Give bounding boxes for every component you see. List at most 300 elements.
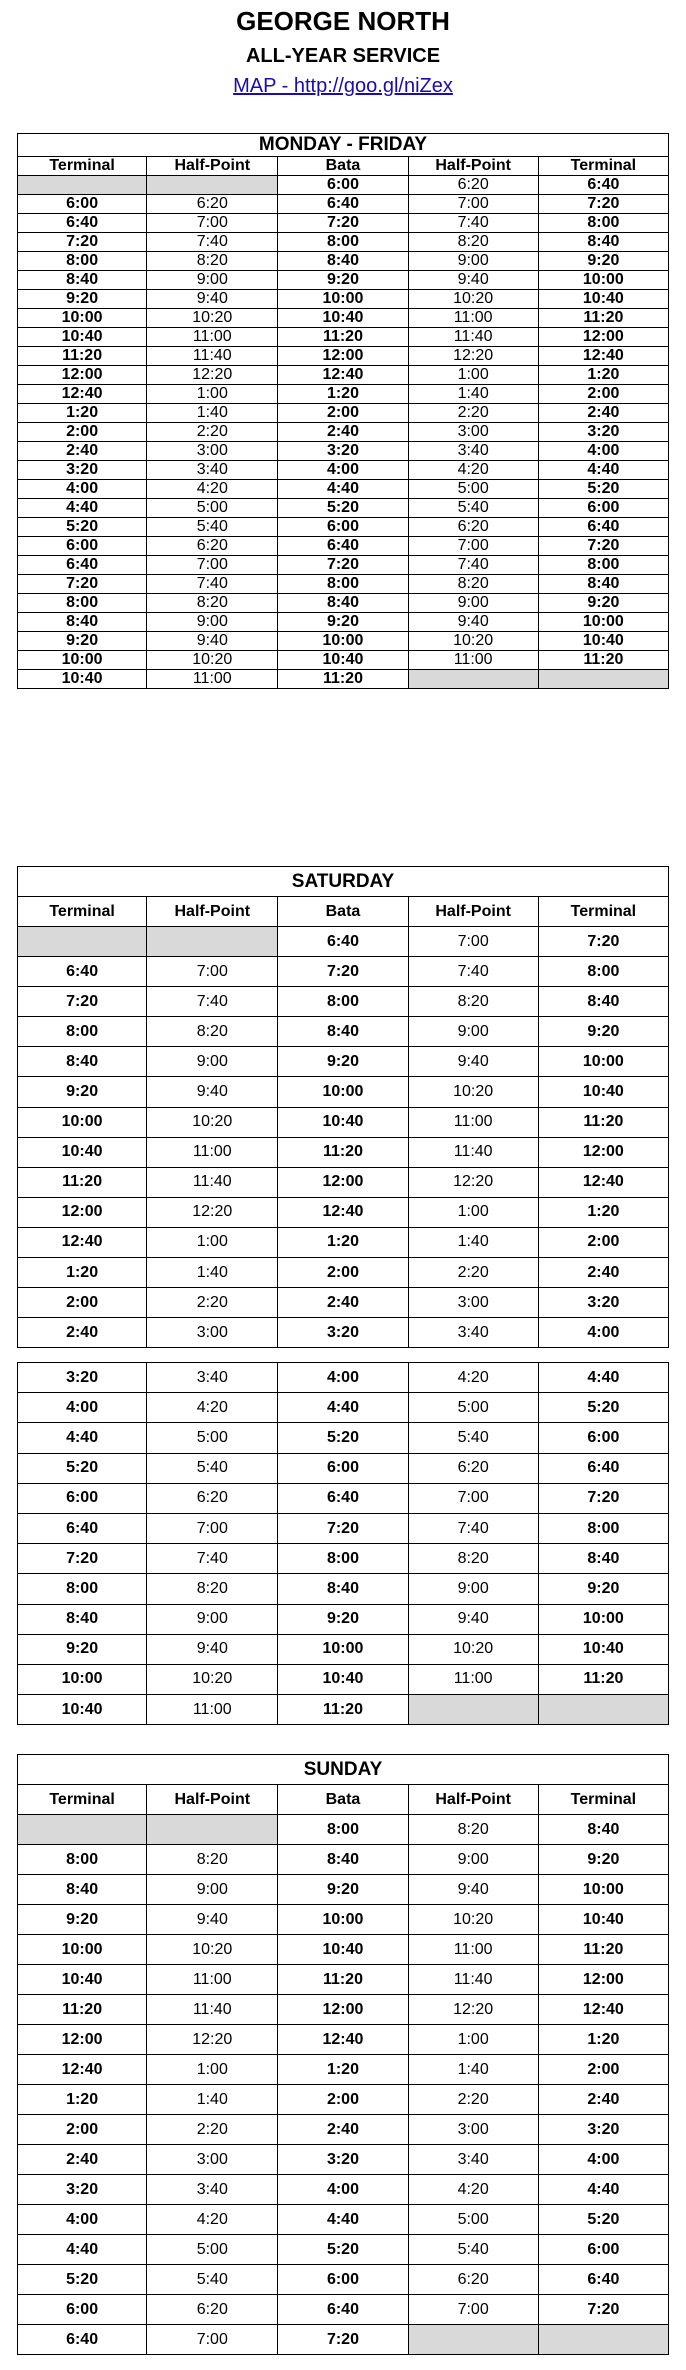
time-cell: 4:00 (278, 2175, 408, 2205)
time-cell: 12:40 (278, 1197, 408, 1227)
time-cell: 11:00 (147, 670, 278, 689)
column-header: Half-Point (147, 897, 278, 927)
page-title: GEORGE NORTH (236, 6, 450, 36)
time-cell: 5:40 (408, 2235, 538, 2265)
time-cell (147, 1815, 278, 1845)
time-cell: 10:40 (538, 1905, 668, 1935)
time-cell: 3:40 (408, 442, 538, 461)
time-cell: 1:20 (18, 2085, 147, 2115)
time-cell: 10:20 (147, 1935, 278, 1965)
table-row (18, 2055, 669, 2085)
table-row (18, 1017, 669, 1047)
time-cell: 9:00 (408, 1845, 538, 1875)
map-link[interactable]: MAP - http://goo.gl/niZex (233, 75, 453, 97)
time-cell (538, 2325, 668, 2355)
time-cell: 12:40 (278, 2025, 408, 2055)
time-cell: 8:40 (538, 987, 668, 1017)
time-cell: 7:20 (278, 556, 408, 575)
time-cell: 11:00 (408, 1107, 538, 1137)
table-row (18, 2295, 669, 2325)
time-cell: 9:20 (18, 1634, 147, 1664)
time-cell: 2:40 (278, 2115, 408, 2145)
column-header: Bata (278, 1785, 408, 1815)
time-cell: 11:40 (147, 1995, 278, 2025)
time-cell: 9:00 (408, 252, 538, 271)
time-cell: 8:00 (18, 252, 147, 271)
sunday-table (17, 1754, 669, 2355)
time-cell: 3:00 (147, 2145, 278, 2175)
saturday-cont-table (17, 1362, 669, 1725)
table-row (18, 2025, 669, 2055)
time-cell: 10:00 (278, 632, 408, 651)
time-cell: 8:00 (18, 1017, 147, 1047)
time-cell: 7:40 (147, 575, 278, 594)
time-cell: 12:00 (278, 347, 408, 366)
time-cell: 6:40 (278, 927, 408, 957)
table-row (18, 404, 669, 423)
time-cell: 12:20 (147, 1197, 278, 1227)
sunday-title: SUNDAY (18, 1755, 669, 1785)
time-cell: 4:40 (18, 2235, 147, 2265)
time-cell: 4:00 (538, 442, 668, 461)
time-cell: 3:20 (278, 2145, 408, 2175)
time-cell: 1:20 (278, 2055, 408, 2085)
table-row (18, 1574, 669, 1604)
time-cell: 4:20 (408, 2175, 538, 2205)
time-cell: 2:40 (18, 442, 147, 461)
time-cell: 11:20 (278, 1965, 408, 1995)
time-cell: 6:40 (278, 2295, 408, 2325)
time-cell: 9:20 (278, 1875, 408, 1905)
time-cell: 2:20 (408, 2085, 538, 2115)
time-cell: 5:20 (278, 2235, 408, 2265)
time-cell: 7:20 (278, 2325, 408, 2355)
time-cell: 8:00 (278, 1544, 408, 1574)
time-cell: 10:20 (147, 309, 278, 328)
table-row (18, 252, 669, 271)
time-cell: 10:00 (18, 1107, 147, 1137)
table-row (18, 613, 669, 632)
time-cell: 7:20 (538, 537, 668, 556)
time-cell: 11:00 (408, 1664, 538, 1694)
time-cell: 10:40 (18, 1695, 147, 1725)
weekday-title: MONDAY - FRIDAY (18, 134, 669, 157)
time-cell: 9:20 (278, 1047, 408, 1077)
time-cell: 4:00 (18, 480, 147, 499)
weekday-title-row (18, 134, 669, 157)
time-cell: 7:20 (278, 214, 408, 233)
time-cell: 6:40 (18, 214, 147, 233)
time-cell: 9:40 (408, 1875, 538, 1905)
saturday-table (17, 866, 669, 1348)
time-cell: 6:40 (538, 2265, 668, 2295)
time-cell: 6:40 (538, 1453, 668, 1483)
time-cell: 6:20 (408, 2265, 538, 2295)
time-cell: 6:40 (538, 176, 668, 195)
time-cell: 6:20 (408, 1453, 538, 1483)
table-row (18, 214, 669, 233)
time-cell: 9:20 (18, 1077, 147, 1107)
time-cell: 6:00 (18, 537, 147, 556)
time-cell: 8:00 (538, 1513, 668, 1543)
time-cell: 4:00 (278, 461, 408, 480)
time-cell: 5:20 (538, 1393, 668, 1423)
time-cell: 2:40 (278, 423, 408, 442)
table-row (18, 556, 669, 575)
time-cell: 12:40 (538, 1995, 668, 2025)
time-cell: 10:00 (278, 1905, 408, 1935)
time-cell: 3:00 (147, 442, 278, 461)
time-cell: 10:40 (278, 1935, 408, 1965)
time-cell (408, 670, 538, 689)
time-cell: 1:00 (147, 2055, 278, 2085)
table-row (18, 575, 669, 594)
time-cell: 7:00 (147, 556, 278, 575)
time-cell: 7:20 (538, 195, 668, 214)
time-cell: 1:00 (408, 1197, 538, 1227)
time-cell: 8:00 (278, 1815, 408, 1845)
table-row (18, 518, 669, 537)
time-cell: 8:40 (18, 1604, 147, 1634)
time-cell: 7:40 (147, 1544, 278, 1574)
saturday-schedule-continued (17, 1362, 669, 1725)
time-cell: 11:40 (408, 328, 538, 347)
time-cell: 10:40 (18, 1965, 147, 1995)
table-row (18, 957, 669, 987)
time-cell: 10:00 (278, 1077, 408, 1107)
time-cell: 10:40 (538, 632, 668, 651)
time-cell: 9:00 (147, 1047, 278, 1077)
table-row (18, 594, 669, 613)
time-cell: 1:40 (147, 404, 278, 423)
time-cell: 11:20 (538, 309, 668, 328)
time-cell: 12:40 (538, 1167, 668, 1197)
time-cell: 12:20 (147, 366, 278, 385)
time-cell: 8:40 (538, 233, 668, 252)
table-row (18, 1875, 669, 1905)
time-cell: 12:20 (147, 2025, 278, 2055)
time-cell: 8:00 (538, 214, 668, 233)
time-cell: 10:20 (147, 1664, 278, 1694)
time-cell: 8:00 (278, 987, 408, 1017)
time-cell: 11:20 (538, 651, 668, 670)
time-cell: 7:00 (147, 1513, 278, 1543)
time-cell: 10:20 (408, 1077, 538, 1107)
table-row (18, 1288, 669, 1318)
weekday-schedule (17, 133, 669, 689)
time-cell: 11:00 (408, 309, 538, 328)
sunday-schedule (17, 1754, 669, 2355)
time-cell: 7:00 (408, 927, 538, 957)
time-cell: 3:40 (147, 461, 278, 480)
time-cell: 8:00 (18, 1574, 147, 1604)
time-cell: 8:40 (538, 575, 668, 594)
table-row (18, 2145, 669, 2175)
column-header: Terminal (538, 897, 668, 927)
table-row (18, 423, 669, 442)
time-cell: 3:40 (408, 1318, 538, 1348)
time-cell: 4:40 (538, 1363, 668, 1393)
saturday-header-row (18, 897, 669, 927)
table-row (18, 2175, 669, 2205)
table-row (18, 1995, 669, 2025)
table-row (18, 1197, 669, 1227)
time-cell: 12:20 (408, 347, 538, 366)
time-cell: 12:40 (18, 385, 147, 404)
time-cell: 10:00 (538, 1604, 668, 1634)
time-cell: 12:20 (408, 1167, 538, 1197)
table-row (18, 1905, 669, 1935)
time-cell: 6:40 (538, 518, 668, 537)
time-cell: 12:40 (18, 1227, 147, 1257)
time-cell: 1:40 (408, 2055, 538, 2085)
time-cell: 7:20 (278, 1513, 408, 1543)
time-cell: 10:00 (278, 1634, 408, 1664)
time-cell: 9:20 (538, 252, 668, 271)
table-row (18, 2115, 669, 2145)
time-cell: 5:20 (278, 499, 408, 518)
time-cell: 9:00 (408, 1017, 538, 1047)
time-cell: 5:00 (408, 480, 538, 499)
time-cell (538, 670, 668, 689)
time-cell: 11:40 (147, 1167, 278, 1197)
page-subtitle: ALL-YEAR SERVICE (245, 45, 441, 67)
time-cell (18, 1815, 147, 1845)
table-row (18, 1935, 669, 1965)
time-cell: 3:20 (538, 1288, 668, 1318)
time-cell: 3:00 (147, 1318, 278, 1348)
time-cell: 7:20 (538, 2295, 668, 2325)
table-row (18, 537, 669, 556)
table-row (18, 1393, 669, 1423)
table-row (18, 2205, 669, 2235)
time-cell: 10:00 (538, 271, 668, 290)
column-header: Terminal (538, 157, 668, 176)
time-cell: 10:20 (408, 1634, 538, 1664)
time-cell: 4:00 (538, 2145, 668, 2175)
table-row (18, 1318, 669, 1348)
table-row (18, 1227, 669, 1257)
time-cell: 6:40 (278, 195, 408, 214)
time-cell: 10:00 (278, 290, 408, 309)
time-cell: 2:40 (18, 1318, 147, 1348)
time-cell: 10:40 (278, 1664, 408, 1694)
time-cell: 10:00 (18, 1664, 147, 1694)
time-cell: 9:40 (408, 1604, 538, 1634)
time-cell (408, 2325, 538, 2355)
table-row (18, 1544, 669, 1574)
time-cell: 6:40 (18, 2325, 147, 2355)
time-cell: 5:20 (538, 2205, 668, 2235)
table-row (18, 1453, 669, 1483)
time-cell: 1:20 (538, 2025, 668, 2055)
time-cell: 7:40 (408, 556, 538, 575)
time-cell (538, 1695, 668, 1725)
time-cell: 9:40 (408, 271, 538, 290)
time-cell: 11:20 (18, 347, 147, 366)
time-cell: 10:00 (18, 651, 147, 670)
time-cell: 6:00 (538, 2235, 668, 2265)
table-row (18, 1258, 669, 1288)
time-cell: 5:20 (18, 2265, 147, 2295)
time-cell: 10:20 (408, 632, 538, 651)
time-cell: 2:00 (538, 1227, 668, 1257)
table-row (18, 271, 669, 290)
saturday-title: SATURDAY (18, 867, 669, 897)
table-row (18, 1513, 669, 1543)
time-cell: 9:20 (538, 1845, 668, 1875)
time-cell: 4:40 (278, 2205, 408, 2235)
time-cell: 8:20 (408, 575, 538, 594)
time-cell: 11:20 (278, 1137, 408, 1167)
time-cell: 4:40 (278, 1393, 408, 1423)
time-cell: 7:20 (18, 1544, 147, 1574)
time-cell: 10:40 (538, 290, 668, 309)
time-cell: 7:00 (147, 2325, 278, 2355)
column-header: Half-Point (147, 1785, 278, 1815)
time-cell: 11:20 (278, 670, 408, 689)
time-cell: 11:00 (408, 1935, 538, 1965)
time-cell: 3:40 (147, 1363, 278, 1393)
time-cell: 10:40 (278, 309, 408, 328)
saturday-title-row (18, 867, 669, 897)
time-cell: 3:20 (18, 461, 147, 480)
time-cell: 11:40 (147, 347, 278, 366)
time-cell: 6:20 (147, 2295, 278, 2325)
time-cell: 1:00 (408, 366, 538, 385)
time-cell: 4:00 (18, 2205, 147, 2235)
time-cell: 9:00 (147, 1875, 278, 1905)
time-cell: 11:40 (408, 1137, 538, 1167)
time-cell: 5:20 (18, 518, 147, 537)
time-cell: 4:20 (408, 461, 538, 480)
time-cell: 3:20 (278, 442, 408, 461)
time-cell: 7:00 (408, 2295, 538, 2325)
time-cell: 4:20 (147, 2205, 278, 2235)
table-row (18, 499, 669, 518)
time-cell: 10:20 (408, 1905, 538, 1935)
time-cell: 3:00 (408, 1288, 538, 1318)
time-cell: 9:40 (408, 613, 538, 632)
time-cell: 11:20 (18, 1995, 147, 2025)
time-cell: 11:20 (538, 1107, 668, 1137)
table-row (18, 461, 669, 480)
table-row (18, 1965, 669, 1995)
time-cell: 4:20 (147, 1393, 278, 1423)
time-cell: 8:00 (538, 556, 668, 575)
table-row (18, 2325, 669, 2355)
time-cell: 2:00 (278, 404, 408, 423)
time-cell: 12:00 (18, 1197, 147, 1227)
sunday-title-row (18, 1755, 669, 1785)
time-cell: 6:20 (408, 176, 538, 195)
time-cell: 6:00 (278, 2265, 408, 2295)
time-cell: 10:00 (18, 309, 147, 328)
table-row (18, 1047, 669, 1077)
table-row (18, 2235, 669, 2265)
time-cell: 9:00 (408, 594, 538, 613)
time-cell: 9:20 (538, 1017, 668, 1047)
time-cell: 1:00 (147, 385, 278, 404)
time-cell: 9:40 (147, 290, 278, 309)
time-cell: 2:40 (538, 404, 668, 423)
time-cell: 8:20 (408, 987, 538, 1017)
time-cell: 1:20 (18, 1258, 147, 1288)
time-cell: 7:40 (408, 214, 538, 233)
time-cell: 10:40 (538, 1634, 668, 1664)
time-cell: 7:20 (18, 575, 147, 594)
time-cell: 5:00 (147, 2235, 278, 2265)
weekday-table (17, 133, 669, 689)
table-row (18, 1107, 669, 1137)
table-row (18, 632, 669, 651)
time-cell: 5:20 (18, 1453, 147, 1483)
time-cell: 1:00 (408, 2025, 538, 2055)
time-cell: 11:00 (147, 1137, 278, 1167)
time-cell: 12:00 (538, 1137, 668, 1167)
time-cell: 11:20 (18, 1167, 147, 1197)
time-cell (147, 927, 278, 957)
time-cell: 7:20 (538, 1483, 668, 1513)
table-row (18, 366, 669, 385)
time-cell: 8:20 (147, 1845, 278, 1875)
time-cell (147, 176, 278, 195)
time-cell: 7:00 (147, 214, 278, 233)
saturday-schedule (17, 866, 669, 1348)
time-cell: 5:20 (538, 480, 668, 499)
time-cell: 8:00 (278, 575, 408, 594)
table-row (18, 1167, 669, 1197)
time-cell: 6:00 (278, 518, 408, 537)
time-cell: 8:40 (278, 594, 408, 613)
time-cell: 2:40 (538, 2085, 668, 2115)
time-cell: 8:40 (278, 1574, 408, 1604)
time-cell: 2:40 (278, 1288, 408, 1318)
time-cell: 9:00 (147, 1604, 278, 1634)
time-cell: 2:40 (538, 1258, 668, 1288)
time-cell: 3:20 (18, 2175, 147, 2205)
time-cell: 3:20 (538, 2115, 668, 2145)
time-cell: 7:40 (408, 1513, 538, 1543)
time-cell: 7:20 (278, 957, 408, 987)
time-cell: 7:00 (408, 1483, 538, 1513)
time-cell: 6:40 (18, 957, 147, 987)
time-cell: 9:20 (18, 290, 147, 309)
time-cell: 7:40 (147, 233, 278, 252)
time-cell: 7:20 (538, 927, 668, 957)
table-row (18, 1483, 669, 1513)
column-header: Half-Point (408, 897, 538, 927)
time-cell: 10:40 (18, 328, 147, 347)
time-cell: 2:20 (147, 1288, 278, 1318)
time-cell: 2:00 (538, 385, 668, 404)
time-cell: 3:40 (147, 2175, 278, 2205)
time-cell: 2:00 (18, 2115, 147, 2145)
time-cell: 5:40 (147, 518, 278, 537)
time-cell: 9:00 (147, 271, 278, 290)
time-cell: 5:40 (408, 499, 538, 518)
time-cell: 9:40 (147, 1905, 278, 1935)
time-cell: 1:20 (18, 404, 147, 423)
time-cell: 8:20 (408, 1544, 538, 1574)
time-cell: 6:00 (538, 499, 668, 518)
time-cell: 2:00 (18, 1288, 147, 1318)
time-cell: 6:00 (278, 176, 408, 195)
time-cell: 9:40 (147, 1634, 278, 1664)
time-cell: 12:00 (538, 1965, 668, 1995)
time-cell: 8:40 (18, 1047, 147, 1077)
time-cell: 8:40 (278, 1845, 408, 1875)
